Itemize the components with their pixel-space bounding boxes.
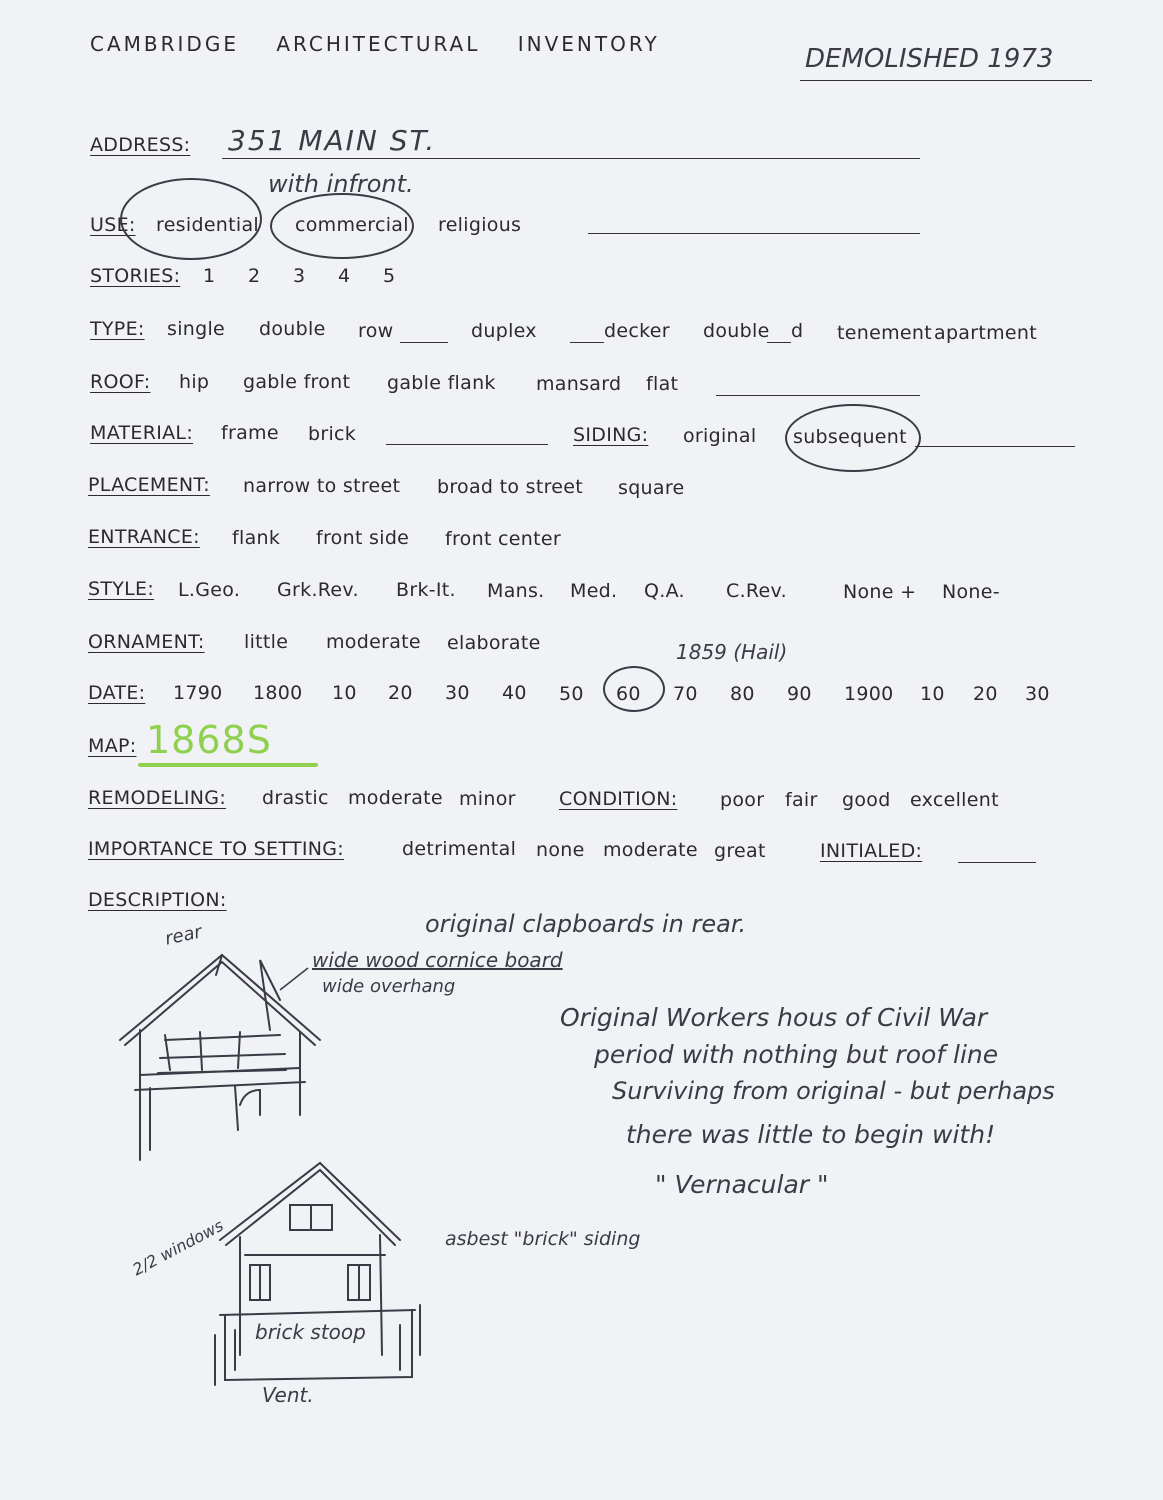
entrance-front-side: front side <box>316 527 410 549</box>
use-note: with infront. <box>268 170 414 198</box>
style-crev: C.Rev. <box>726 580 787 602</box>
roof-blank-line <box>716 395 920 396</box>
stamp-underline <box>800 80 1092 81</box>
stories-3: 3 <box>293 265 306 287</box>
date-90: 90 <box>787 683 812 705</box>
sketch-label-stoop: brick stoop <box>255 1320 366 1344</box>
placement-narrow: narrow to street <box>243 475 401 497</box>
type-duplex: duplex <box>471 320 537 342</box>
date-30: 30 <box>445 682 470 704</box>
style-lgeo: L.Geo. <box>178 579 241 601</box>
date-80: 80 <box>730 683 755 705</box>
map-value: 1868S <box>146 718 272 762</box>
placement-label: PLACEMENT: <box>88 474 210 496</box>
remodeling-minor: minor <box>459 788 516 810</box>
date-60-circle <box>603 666 665 712</box>
note-line-3: Surviving from original - but perhaps <box>612 1077 1055 1105</box>
stories-1: 1 <box>203 265 216 287</box>
importance-great: great <box>714 840 766 862</box>
siding-original: original <box>683 425 757 447</box>
initialed-line <box>958 862 1036 863</box>
date-1900: 1900 <box>844 683 894 705</box>
siding-label: SIDING: <box>573 424 649 446</box>
style-qa: Q.A. <box>644 580 685 602</box>
type-tenement: tenement <box>837 322 932 344</box>
type-apartment: apartment <box>934 322 1037 344</box>
remodeling-moderate: moderate <box>348 787 443 809</box>
date-40: 40 <box>502 682 527 704</box>
material-label: MATERIAL: <box>90 422 194 444</box>
address-value: 351 MAIN ST. <box>228 124 437 157</box>
date-70: 70 <box>673 683 698 705</box>
style-mans: Mans. <box>487 580 545 602</box>
date-1800: 1800 <box>253 682 303 704</box>
title-word-3: INVENTORY <box>517 32 660 56</box>
date-note: 1859 (Hail) <box>676 640 788 664</box>
material-frame: frame <box>221 422 279 444</box>
condition-excellent: excellent <box>910 789 999 811</box>
style-grkrev: Grk.Rev. <box>277 579 359 601</box>
style-none-plus: None + <box>843 581 917 603</box>
style-label: STYLE: <box>88 578 155 600</box>
sketch-label-windows: 2/2 windows <box>129 1215 227 1280</box>
date-60: 60 <box>616 683 641 705</box>
map-label: MAP: <box>88 735 137 757</box>
sketch-label-siding: asbest "brick" siding <box>445 1228 641 1250</box>
condition-good: good <box>842 789 891 811</box>
type-double-d: double <box>703 320 770 342</box>
type-decker: decker <box>604 320 670 342</box>
note-line-1: Original Workers hous of Civil War <box>560 1003 988 1032</box>
sketch-label-cornice: wide wood cornice board <box>312 948 563 972</box>
entrance-front-center: front center <box>445 528 561 550</box>
address-line <box>222 158 920 159</box>
roof-label: ROOF: <box>90 371 151 393</box>
use-residential: residential <box>156 214 260 236</box>
entrance-label: ENTRANCE: <box>88 526 200 548</box>
stories-label: STORIES: <box>90 265 181 287</box>
importance-none: none <box>536 839 585 861</box>
type-row: row <box>358 320 394 342</box>
ornament-moderate: moderate <box>326 631 421 653</box>
date-1920: 20 <box>973 683 998 705</box>
date-1910: 10 <box>920 683 945 705</box>
date-1790: 1790 <box>173 682 223 704</box>
commercial-circle <box>270 193 414 259</box>
form-title <box>90 32 660 56</box>
type-d: d <box>791 320 804 342</box>
type-label: TYPE: <box>90 318 145 340</box>
ornament-elaborate: elaborate <box>447 632 541 654</box>
stories-2: 2 <box>248 265 261 287</box>
placement-broad: broad to street <box>437 476 584 498</box>
entrance-flank: flank <box>232 527 281 549</box>
row-blank <box>400 342 448 343</box>
roof-flat: flat <box>646 373 679 395</box>
style-brkit: Brk-It. <box>396 579 456 601</box>
double-d-blank <box>767 342 791 343</box>
remodeling-drastic: drastic <box>262 787 329 809</box>
material-brick: brick <box>308 423 357 445</box>
front-house-sketch <box>200 1155 430 1405</box>
material-blank-line <box>386 444 548 445</box>
importance-label: IMPORTANCE TO SETTING: <box>88 838 344 860</box>
date-20: 20 <box>388 682 413 704</box>
residential-circle <box>120 178 262 260</box>
initialed-label: INITIALED: <box>820 840 923 862</box>
subsequent-circle <box>785 404 921 472</box>
date-10: 10 <box>332 682 357 704</box>
sketch-label-overhang: wide overhang <box>322 976 456 997</box>
use-label: USE: <box>90 214 136 236</box>
rear-house-sketch <box>110 940 330 1170</box>
condition-label: CONDITION: <box>559 788 678 810</box>
stories-4: 4 <box>338 265 351 287</box>
note-line-4: there was little to begin with! <box>626 1120 996 1149</box>
use-religious: religious <box>438 214 522 236</box>
siding-subsequent: subsequent <box>793 426 907 448</box>
title-word-1: CAMBRIDGE <box>90 32 239 56</box>
type-single: single <box>167 318 226 340</box>
roof-gable-flank: gable flank <box>387 372 496 394</box>
use-blank-line <box>588 233 920 234</box>
title-word-2: ARCHITECTURAL <box>276 32 481 56</box>
address-label: ADDRESS: <box>90 134 191 156</box>
date-50: 50 <box>559 683 584 705</box>
type-double: double <box>259 318 326 340</box>
style-med: Med. <box>570 580 618 602</box>
decker-blank <box>570 342 604 343</box>
importance-moderate: moderate <box>603 839 698 861</box>
roof-mansard: mansard <box>536 373 622 395</box>
roof-hip: hip <box>179 371 210 393</box>
description-label: DESCRIPTION: <box>88 889 227 911</box>
siding-blank-line <box>915 446 1075 447</box>
date-1930: 30 <box>1025 683 1050 705</box>
date-label: DATE: <box>88 682 146 704</box>
note-clapboards: original clapboards in rear. <box>425 910 747 938</box>
condition-fair: fair <box>785 789 818 811</box>
remodeling-label: REMODELING: <box>88 787 227 809</box>
demolished-stamp: DEMOLISHED 1973 <box>805 44 1054 74</box>
condition-poor: poor <box>720 789 765 811</box>
stories-5: 5 <box>383 265 396 287</box>
sketch-label-rear: rear <box>163 921 204 950</box>
ornament-label: ORNAMENT: <box>88 631 205 653</box>
placement-square: square <box>618 477 685 499</box>
sketch-label-vent: Vent. <box>262 1383 314 1407</box>
map-highlight-line <box>138 763 318 767</box>
style-none-minus: None- <box>942 581 1000 603</box>
note-line-5: " Vernacular " <box>655 1170 829 1199</box>
importance-detrimental: detrimental <box>402 838 517 860</box>
ornament-little: little <box>244 631 289 653</box>
use-commercial: commercial <box>295 214 409 236</box>
note-line-2: period with nothing but roof line <box>594 1040 999 1069</box>
roof-gable-front: gable front <box>243 371 351 393</box>
